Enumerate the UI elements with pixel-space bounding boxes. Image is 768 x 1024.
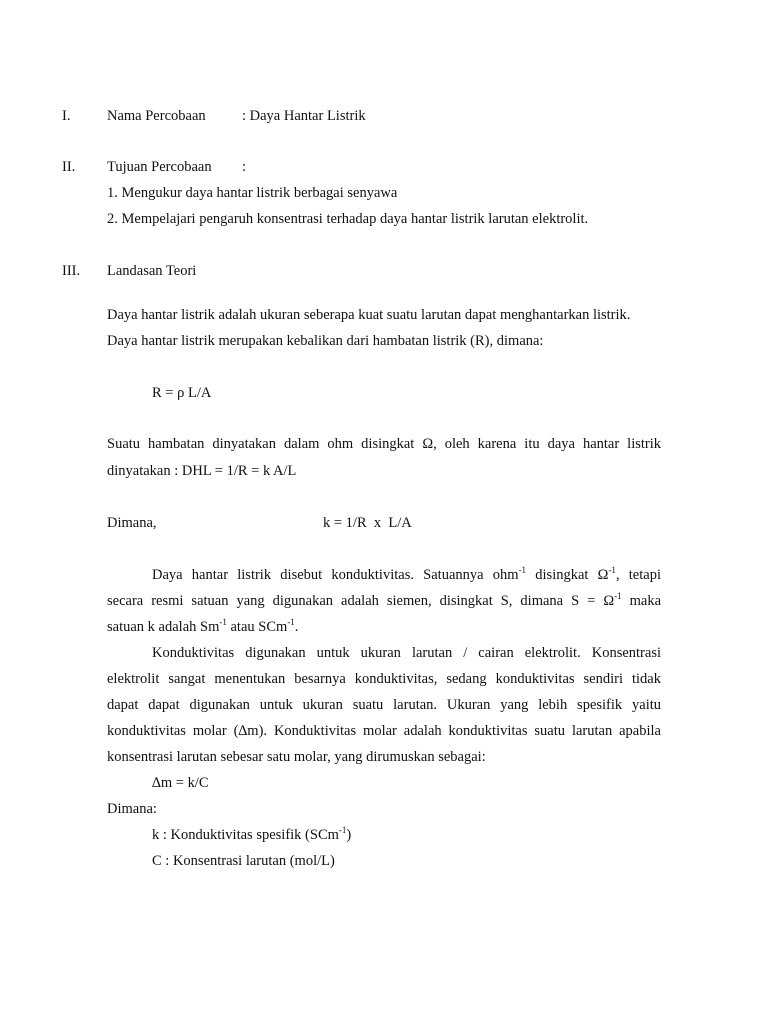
def-k-part-b: ) — [346, 827, 352, 843]
theory-p2-line2: dinyatakan : DHL = 1/R = k A/L — [107, 463, 297, 479]
formula-molar-conductivity: ∆m = k/C — [152, 775, 209, 791]
section-1-value: : Daya Hantar Listrik — [242, 108, 366, 124]
objective-2: 2. Mempelajari pengaruh konsentrasi terhadap daya hantar listrik larutan elektrolit. — [107, 211, 589, 227]
definition-k — [152, 826, 351, 844]
superscript: -1 — [287, 617, 295, 627]
superscript: -1 — [219, 617, 227, 627]
section-2-value: : — [242, 159, 247, 175]
theory-p4-line5: konsentrasi larutan sebesar satu molar, yang dirumuskan sebagai: — [107, 749, 486, 765]
p3-line3-part-a: satuan k adalah Sm — [107, 619, 220, 635]
section-3-label: Landasan Teori — [107, 263, 197, 279]
formula-resistance: R = ρ L/A — [152, 385, 212, 401]
superscript: -1 — [518, 565, 527, 575]
def-k-part-a: k : Konduktivitas spesifik (SCm — [152, 827, 339, 843]
objective-1: 1. Mengukur daya hantar listrik berbagai senyawa — [107, 185, 398, 201]
superscript: -1 — [338, 825, 347, 835]
formula-conductivity: k = 1/R x L/A — [323, 515, 412, 531]
p3-line2-part-b: maka — [621, 593, 662, 609]
section-1-numeral: I. — [62, 108, 71, 124]
theory-p4-line4: konduktivitas molar (∆m). Konduktivitas molar adalah konduktivitas suatu larutan apabila — [107, 723, 661, 739]
p3-line1-part-a: Daya hantar listrik disebut konduktivitas. Satuannya ohm — [152, 567, 519, 583]
theory-p4-line1: Konduktivitas digunakan untuk ukuran larutan / cairan elektrolit. Konsentrasi — [152, 645, 661, 661]
superscript: -1 — [614, 591, 622, 601]
theory-p1-line1: Daya hantar listrik adalah ukuran seberapa kuat suatu larutan dapat menghantarkan listrik. — [107, 307, 631, 323]
section-3-numeral: III. — [62, 263, 81, 279]
p3-line1-part-b: disingkat Ω — [526, 567, 609, 583]
p3-line2-part-a: secara resmi satuan yang digunakan adalah siemen, disingkat S, dimana S = Ω — [107, 593, 615, 609]
definition-c: C : Konsentrasi larutan (mol/L) — [152, 853, 335, 869]
superscript: -1 — [608, 565, 616, 575]
dimana-label-2: Dimana: — [107, 801, 157, 817]
theory-p4-line3: dapat dapat digunakan untuk ukuran suatu larutan. Ukuran yang lebih spesifik yaitu — [107, 697, 661, 713]
section-1-label: Nama Percobaan — [107, 108, 206, 124]
section-2-label: Tujuan Percobaan — [107, 159, 212, 175]
theory-p3-line1 — [152, 566, 661, 584]
theory-p2-line1: Suatu hambatan dinyatakan dalam ohm disingkat Ω, oleh karena itu daya hantar listrik — [107, 436, 661, 452]
section-2-numeral: II. — [62, 159, 76, 175]
theory-p3-line2 — [107, 592, 661, 610]
theory-p4-line2: elektrolit sangat menentukan besarnya konduktivitas, sedang konduktivitas sendiri tidak — [107, 671, 661, 687]
p3-line1-part-c: , tetapi — [615, 567, 661, 583]
dimana-label: Dimana, — [107, 515, 157, 531]
theory-p1-line2: Daya hantar listrik merupakan kebalikan dari hambatan listrik (R), dimana: — [107, 333, 544, 349]
theory-p3-line3 — [107, 618, 298, 636]
p3-line3-part-c: . — [294, 619, 299, 635]
p3-line3-part-b: atau SCm — [226, 619, 288, 635]
